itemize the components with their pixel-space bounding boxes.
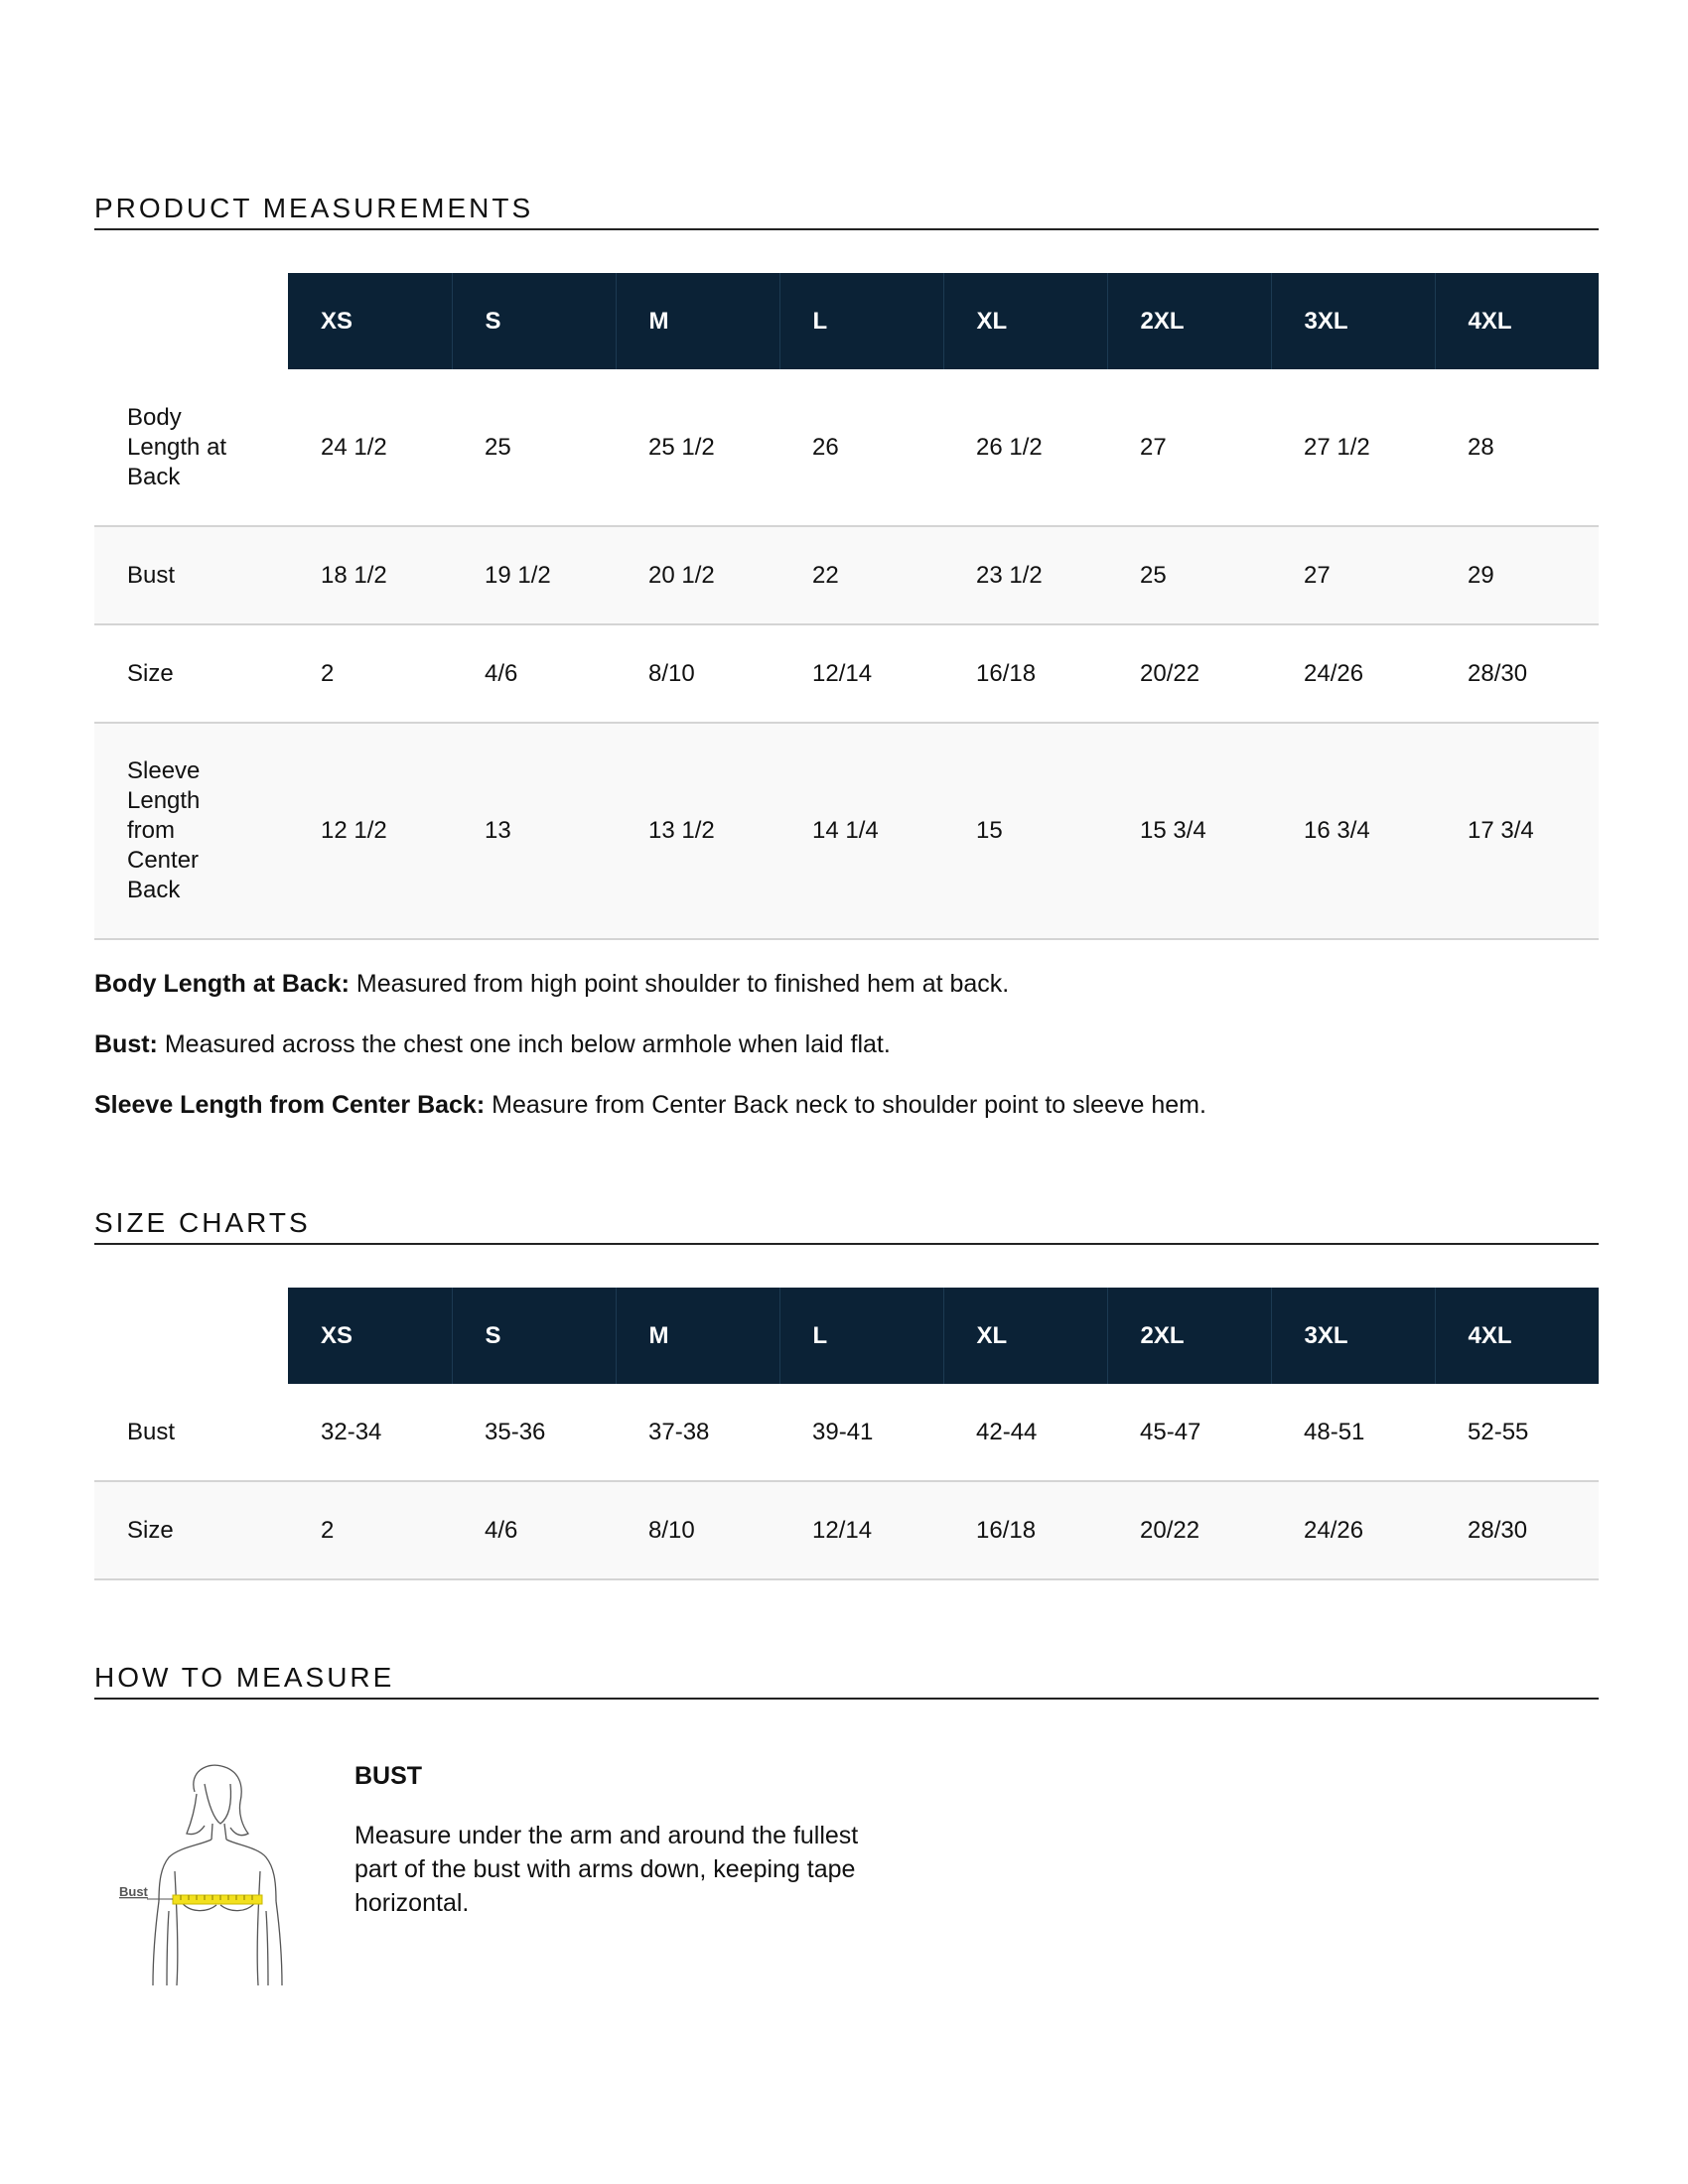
table-cell: 39-41 [779, 1384, 943, 1481]
table-cell: 35-36 [452, 1384, 616, 1481]
table-cell: 15 3/4 [1107, 723, 1271, 939]
row-label: Size [94, 1481, 288, 1579]
table-cell: 28/30 [1435, 1481, 1599, 1579]
table-cell: 16/18 [943, 624, 1107, 723]
table-cell: 24/26 [1271, 1481, 1435, 1579]
table-cell: 16/18 [943, 1481, 1107, 1579]
table-cell: 37-38 [616, 1384, 779, 1481]
header-corner [94, 273, 288, 369]
row-label: Bust [94, 1384, 288, 1481]
header-size: XL [943, 1288, 1107, 1384]
table-cell: 26 1/2 [943, 369, 1107, 526]
header-size: 3XL [1271, 273, 1435, 369]
measure-title: BUST [354, 1762, 423, 1790]
header-size: L [779, 1288, 943, 1384]
table-cell: 15 [943, 723, 1107, 939]
size-chart-table [94, 1288, 1599, 1580]
header-size: L [779, 273, 943, 369]
table-cell: 29 [1435, 526, 1599, 624]
table-cell: 45-47 [1107, 1384, 1271, 1481]
table-cell: 8/10 [616, 624, 779, 723]
header-size: XS [288, 1288, 452, 1384]
female-figure-outline [153, 1765, 282, 1985]
header-size: M [616, 1288, 779, 1384]
section-title-how-to-measure: HOW TO MEASURE [94, 1664, 1599, 1700]
table-row [94, 624, 1599, 723]
table-cell: 28 [1435, 369, 1599, 526]
table-cell: 48-51 [1271, 1384, 1435, 1481]
section-title-size-charts: SIZE CHARTS [94, 1209, 1599, 1245]
table-cell: 14 1/4 [779, 723, 943, 939]
header-size: M [616, 273, 779, 369]
table-cell: 22 [779, 526, 943, 624]
table-row [94, 369, 1599, 526]
note-text: Measured across the chest one inch below armhole when laid flat. [157, 1030, 891, 1058]
table-cell: 2 [288, 624, 452, 723]
table-cell: 13 1/2 [616, 723, 779, 939]
table-cell: 32-34 [288, 1384, 452, 1481]
table-cell: 23 1/2 [943, 526, 1107, 624]
table-row [94, 723, 1599, 939]
table-row [94, 1481, 1599, 1579]
note-text: Measured from high point shoulder to finished hem at back. [349, 970, 1010, 998]
note-term: Sleeve Length from Center Back: [94, 1091, 486, 1119]
table-cell: 25 1/2 [616, 369, 779, 526]
table-cell: 27 1/2 [1271, 369, 1435, 526]
header-size: 2XL [1107, 273, 1271, 369]
table-cell: 2 [288, 1481, 452, 1579]
note-body-length [94, 971, 1599, 997]
table-cell: 8/10 [616, 1481, 779, 1579]
measure-description: Measure under the arm and around the fullest part of the bust with arms down, keeping tape horizontal. [354, 1822, 859, 1917]
header-size: S [452, 273, 616, 369]
table-cell: 52-55 [1435, 1384, 1599, 1481]
table-cell: 27 [1271, 526, 1435, 624]
table-cell: 20 1/2 [616, 526, 779, 624]
header-corner [94, 1288, 288, 1384]
table-cell: 12/14 [779, 624, 943, 723]
table-header-row [94, 273, 1599, 369]
header-size: XS [288, 273, 452, 369]
table-cell: 25 [452, 369, 616, 526]
product-measurements-table [94, 273, 1599, 940]
table-cell: 4/6 [452, 624, 616, 723]
table-cell: 12 1/2 [288, 723, 452, 939]
how-to-measure-bust [354, 1762, 871, 1920]
table-cell: 16 3/4 [1271, 723, 1435, 939]
figure-label-bust: Bust [119, 1884, 148, 1899]
table-cell: 4/6 [452, 1481, 616, 1579]
measurement-notes [94, 971, 1599, 1153]
table-cell: 27 [1107, 369, 1271, 526]
row-label: Sleeve Length from Center Back [94, 723, 288, 939]
table-cell: 17 3/4 [1435, 723, 1599, 939]
table-row [94, 1384, 1599, 1481]
table-cell: 13 [452, 723, 616, 939]
table-cell: 28/30 [1435, 624, 1599, 723]
header-size: 4XL [1435, 273, 1599, 369]
note-term: Bust: [94, 1030, 158, 1058]
row-label: Bust [94, 526, 288, 624]
table-cell: 19 1/2 [452, 526, 616, 624]
bust-measure-figure [117, 1762, 306, 1985]
header-size: 2XL [1107, 1288, 1271, 1384]
table-row [94, 526, 1599, 624]
table-cell: 24/26 [1271, 624, 1435, 723]
header-size: XL [943, 273, 1107, 369]
table-cell: 12/14 [779, 1481, 943, 1579]
measuring-tape [173, 1895, 262, 1904]
table-cell: 25 [1107, 526, 1271, 624]
table-cell: 20/22 [1107, 1481, 1271, 1579]
table-cell: 18 1/2 [288, 526, 452, 624]
table-cell: 42-44 [943, 1384, 1107, 1481]
section-title-product-measurements: PRODUCT MEASUREMENTS [94, 195, 1599, 230]
note-sleeve-length [94, 1092, 1599, 1118]
table-cell: 24 1/2 [288, 369, 452, 526]
note-text: Measure from Center Back neck to shoulder point to sleeve hem. [485, 1091, 1206, 1119]
table-cell: 26 [779, 369, 943, 526]
note-term: Body Length at Back: [94, 970, 350, 998]
header-size: 3XL [1271, 1288, 1435, 1384]
header-size: S [452, 1288, 616, 1384]
table-cell: 20/22 [1107, 624, 1271, 723]
row-label: Body Length at Back [94, 369, 288, 526]
note-bust [94, 1031, 1599, 1057]
header-size: 4XL [1435, 1288, 1599, 1384]
table-header-row [94, 1288, 1599, 1384]
row-label: Size [94, 624, 288, 723]
